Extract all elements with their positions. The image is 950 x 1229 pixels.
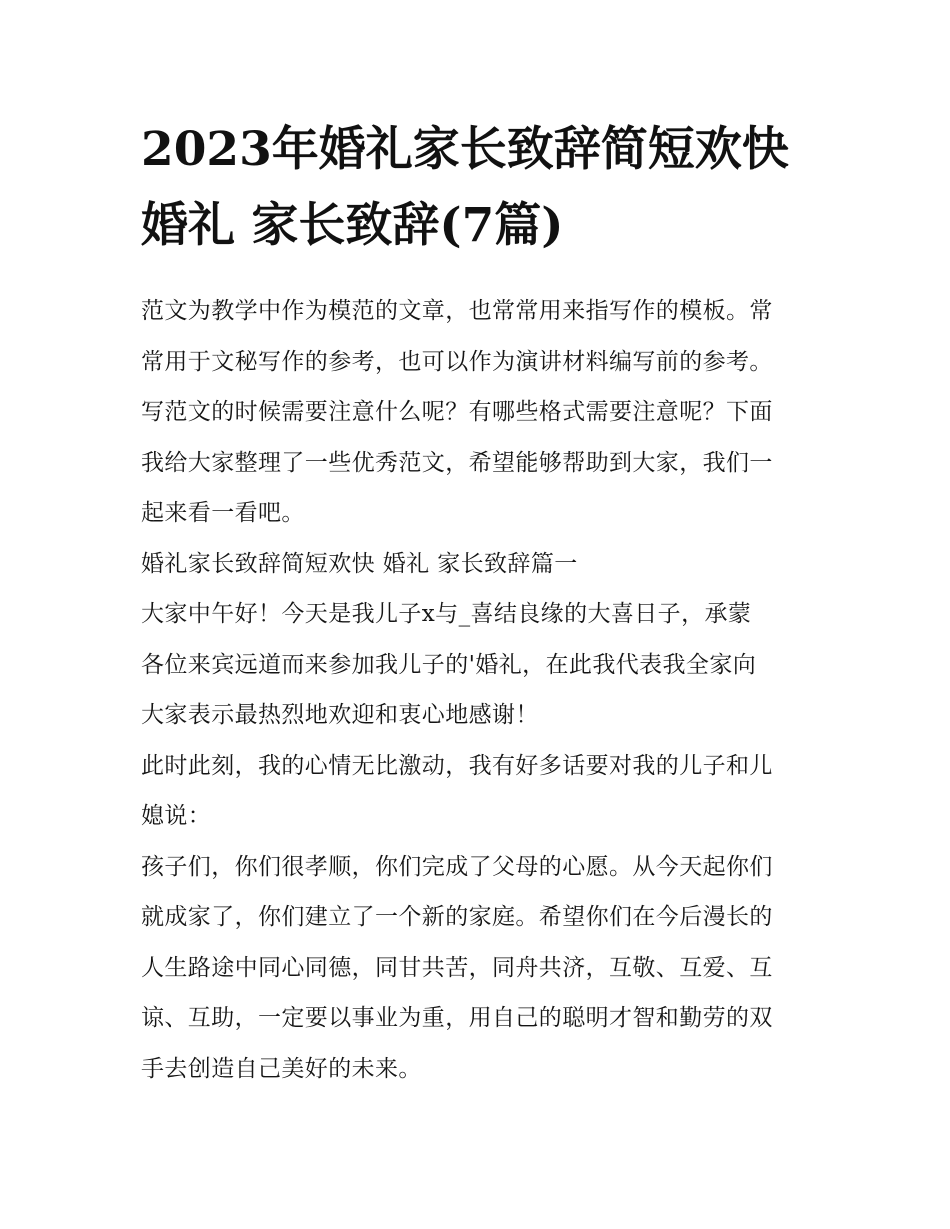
document-body	[141, 286, 821, 1094]
text-line: 孩子们，你们很孝顺，你们完成了父母的心愿。从今天起你们	[141, 853, 773, 880]
text-line: 手去创造自己美好的未来。	[141, 1055, 422, 1082]
intro-paragraph	[141, 286, 821, 539]
text-line: 谅、互助，一定要以事业为重，用自己的聪明才智和勤劳的双	[141, 1005, 773, 1031]
text-line: 各位来宾远道而来参加我儿子的'婚礼，在此我代表我全家向	[141, 651, 757, 678]
text-line: 媳说：	[141, 803, 212, 829]
text-line: 范文为教学中作为模范的文章，也常常用来指写作的模板。常	[141, 298, 773, 324]
text-line: 就成家了，你们建立了一个新的家庭。希望你们在今后漫长的	[141, 904, 773, 930]
section-heading: 婚礼家长致辞简短欢快 婚礼 家长致辞篇一	[141, 550, 578, 577]
wishes-paragraph	[141, 842, 821, 1095]
document-title	[141, 112, 821, 264]
text-line: 大家中午好！今天是我儿子x与_喜结良缘的大喜日子，承蒙	[141, 601, 752, 627]
text-line: 大家表示最热烈地欢迎和衷心地感谢！	[141, 702, 539, 728]
text-line: 写范文的时候需要注意什么呢？有哪些格式需要注意呢？下面	[141, 399, 773, 425]
text-line: 此时此刻，我的心情无比激动，我有好多话要对我的儿子和儿	[141, 752, 773, 779]
text-line: 我给大家整理了一些优秀范文，希望能够帮助到大家，我们一	[141, 449, 773, 476]
text-line: 人生路途中同心同德，同甘共苦，同舟共济，互敬、互爱、互	[141, 954, 773, 981]
title-line-2: 婚礼 家长致辞(7篇)	[141, 198, 564, 253]
greeting-paragraph	[141, 589, 821, 741]
title-line-1: 2023年婚礼家长致辞简短欢快	[141, 122, 789, 177]
document-page	[141, 112, 821, 1094]
text-line: 起来看一看吧。	[141, 500, 305, 526]
emotion-paragraph	[141, 741, 821, 842]
text-line: 常用于文秘写作的参考，也可以作为演讲材料编写前的参考。	[141, 348, 773, 375]
